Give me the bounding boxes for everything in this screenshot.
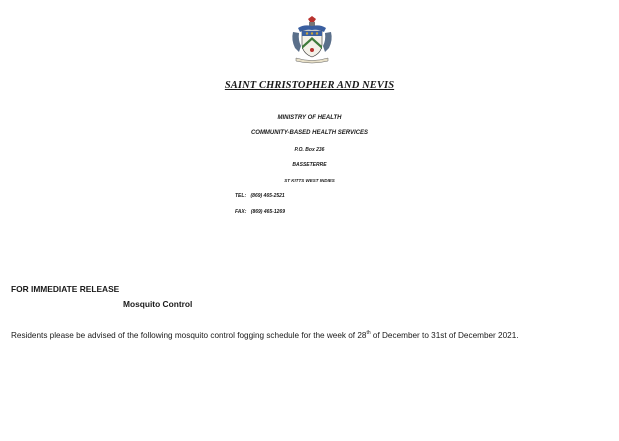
- department-name: COMMUNITY-BASED HEALTH SERVICES: [250, 130, 369, 136]
- coat-of-arms-icon: [290, 16, 334, 64]
- ministry-name: MINISTRY OF HEALTH: [277, 115, 342, 121]
- fax-label: FAX:: [235, 209, 247, 215]
- body-text-part2: of December to 31st of December 2021.: [370, 331, 519, 340]
- telephone-number: (869) 465-2521: [250, 193, 285, 199]
- telephone-line: [235, 193, 285, 199]
- body-text-part1: Residents please be advised of the following mosquito control fogging schedule for the week of 28: [11, 331, 367, 340]
- body-paragraph: [11, 330, 519, 340]
- ordinal-suffix: th: [366, 330, 371, 336]
- fax-line: [235, 209, 285, 215]
- release-label: FOR IMMEDIATE RELEASE: [11, 284, 120, 294]
- release-subject: Mosquito Control: [123, 299, 193, 309]
- po-box: P.O. Box 236: [294, 147, 325, 153]
- fax-number: (869) 465-1269: [250, 209, 285, 215]
- city: BASSETERRE: [292, 162, 327, 168]
- country-title: SAINT CHRISTOPHER AND NEVIS: [224, 80, 395, 91]
- region: ST KITTS WEST INDIES: [284, 178, 335, 183]
- telephone-label: TEL:: [235, 193, 247, 199]
